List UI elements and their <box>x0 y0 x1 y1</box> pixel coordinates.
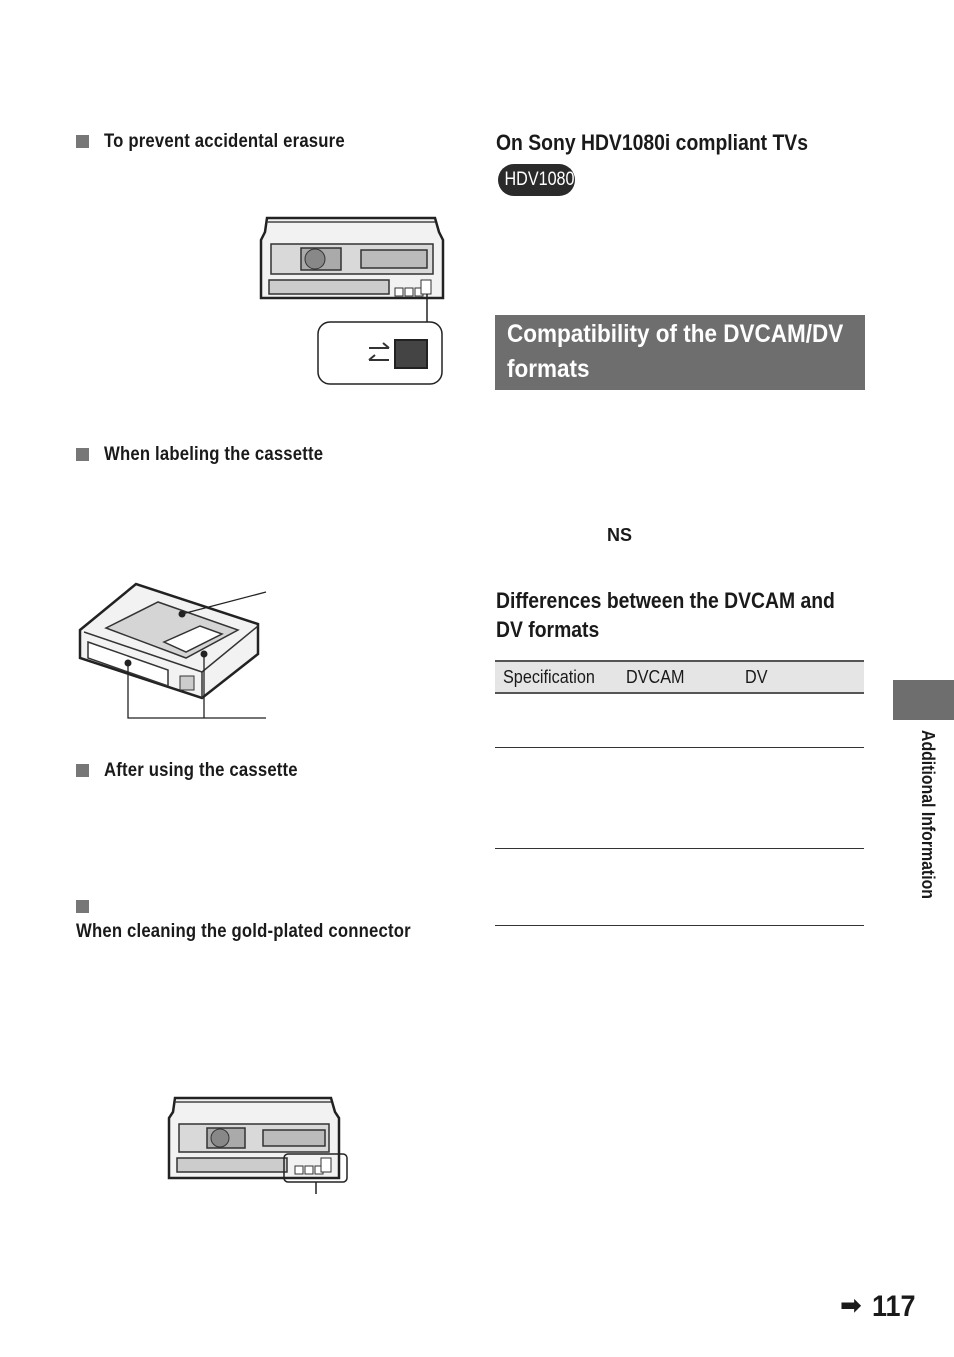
table-row <box>495 748 864 849</box>
compatibility-banner: Compatibility of the DVCAM/DV formats <box>495 315 865 390</box>
cassette-connector-illustration <box>165 1092 355 1197</box>
tv-section-heading: On Sony HDV1080i compliant TVs <box>496 130 809 155</box>
square-bullet-icon <box>76 900 89 913</box>
section-heading-erasure: To prevent accidental erasure <box>76 131 378 153</box>
table-row <box>495 694 864 748</box>
column-header-dv: DV <box>745 667 768 687</box>
table-row <box>495 849 864 926</box>
hdv1080i-badge: HDV1080i <box>498 164 575 196</box>
square-bullet-icon <box>76 764 89 777</box>
side-section-label: Additional Information <box>918 730 938 899</box>
section-heading-labeling: When labeling the cassette <box>76 444 353 466</box>
table-header <box>495 660 864 694</box>
section-heading-cleaning: When cleaning the gold-plated connector <box>76 894 436 944</box>
column-header-specification: Specification <box>503 667 595 687</box>
format-differences-table <box>495 660 864 926</box>
section-tab <box>893 680 954 720</box>
square-bullet-icon <box>76 135 89 148</box>
square-bullet-icon <box>76 448 89 461</box>
cassette-label-illustration <box>76 580 271 725</box>
continue-arrow-icon: ➡ <box>840 1290 862 1320</box>
page-number: ➡ 117 <box>840 1290 916 1323</box>
cassette-erasure-illustration <box>255 210 450 390</box>
section-heading-after-use: After using the cassette <box>76 760 324 782</box>
differences-heading: Differences between the DVCAM and DV formats <box>496 588 835 642</box>
column-header-dvcam: DVCAM <box>626 667 685 687</box>
ns-label: NS <box>607 525 633 545</box>
